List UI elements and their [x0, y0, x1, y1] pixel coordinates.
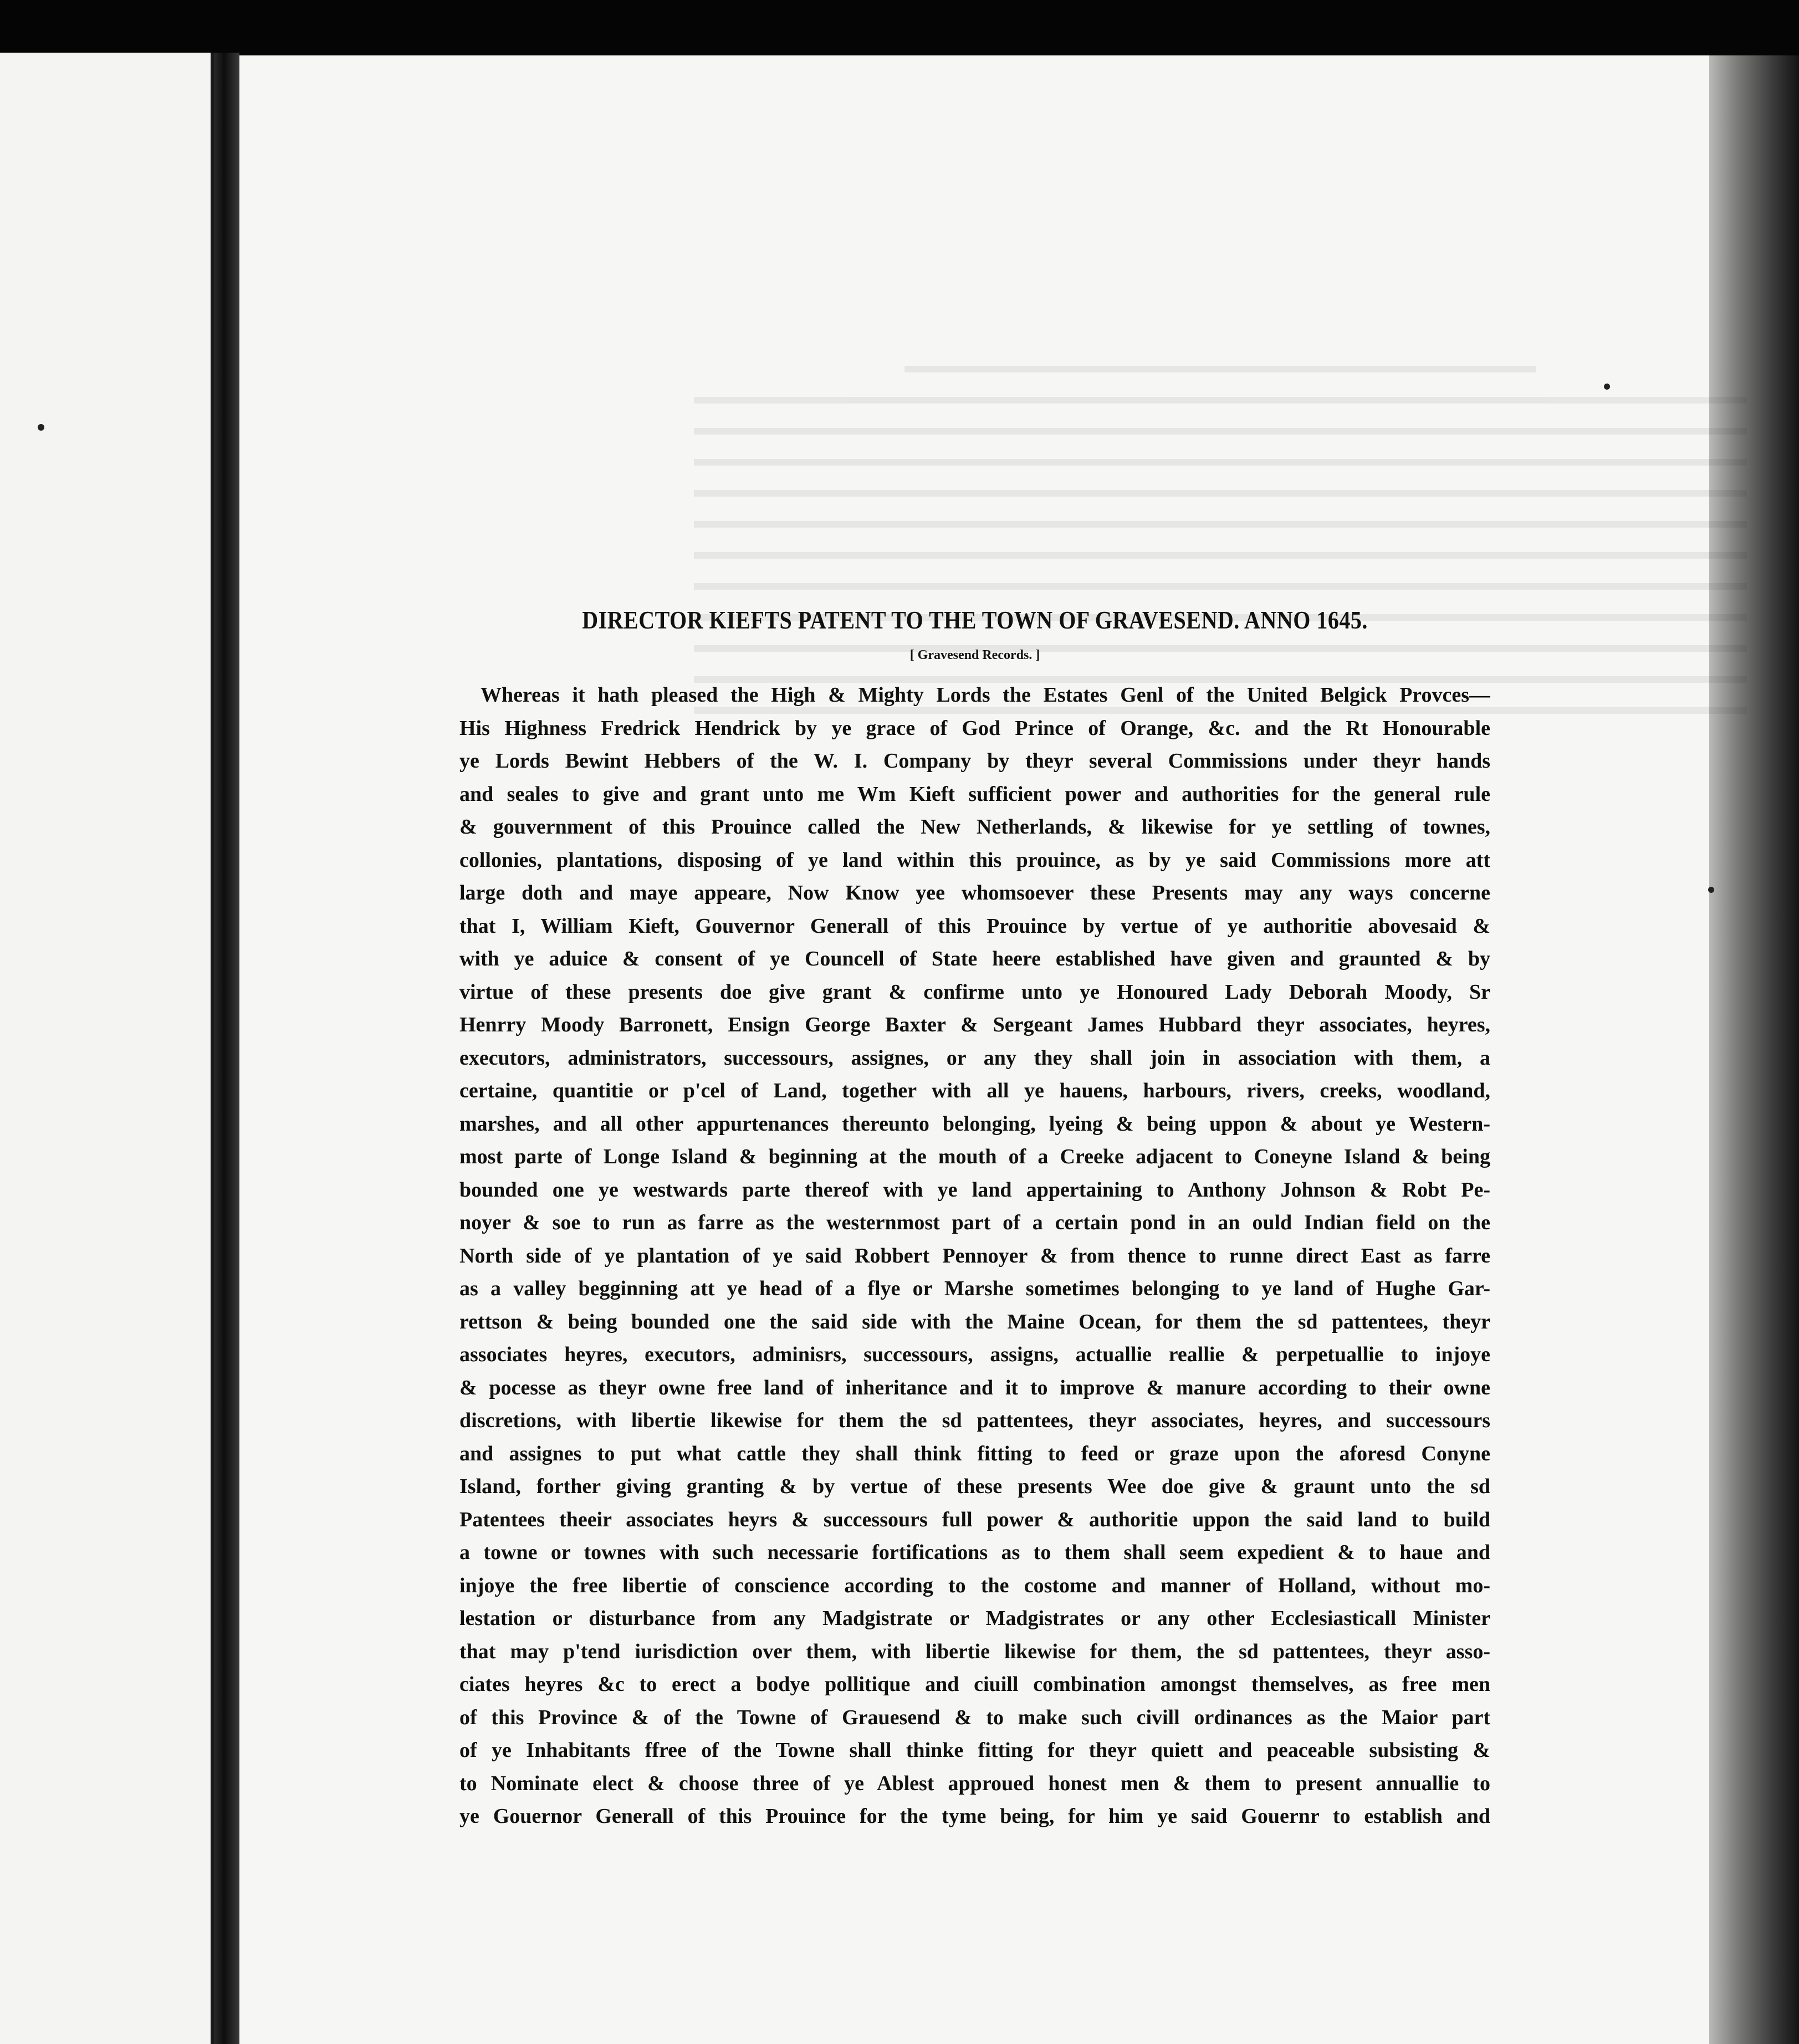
text-line: of ye Inhabitants ffree of the Towne shall thinke fitting for theyr quiett and peaceable subsisting & — [459, 1739, 1490, 1762]
body-text — [459, 679, 1490, 1833]
document-source: [ Gravesend Records. ] — [909, 648, 1040, 662]
text-line: to Nominate elect & choose three of ye Ablest approued honest men & them to present annuallie to — [459, 1771, 1490, 1795]
text-line: most parte of Longe Island & beginning at the mouth of a Creeke adjacent to Coneyne Island & being — [459, 1145, 1490, 1168]
text-line: that I, William Kieft, Gouvernor Generall of this Prouince by vertue of ye authoritie abovesaid & — [459, 914, 1490, 938]
speck-mark — [1604, 384, 1610, 390]
text-line: His Highness Fredrick Hendrick by ye grace of God Prince of Orange, &c. and the Rt Honourable — [459, 716, 1490, 740]
text-line: rettson & being bounded one the said side with the Maine Ocean, for them the sd pattentees, theyr — [459, 1310, 1490, 1333]
text-line: associates heyres, executors, adminisrs, successours, assigns, actuallie reallie & perpetuallie to injoye — [459, 1343, 1490, 1366]
text-line: virtue of these presents doe give grant & confirme unto ye Honoured Lady Deborah Moody, Sr — [459, 980, 1490, 1004]
text-line: and assignes to put what cattle they shall think fitting to feed or graze upon the aforesd Conyne — [459, 1442, 1490, 1465]
document-title: DIRECTOR KIEFTS PATENT TO THE TOWN OF GRAVESEND. ANNO 1645. — [582, 605, 1368, 635]
text-line: North side of ye plantation of ye said Robbert Pennoyer & from thence to runne direct East as farre — [459, 1244, 1490, 1268]
text-line: Whereas it hath pleased the High & Mighty Lords the Estates Genl of the United Belgick Provces— — [481, 683, 1490, 707]
text-line: marshes, and all other appurtenances thereunto belonging, lyeing & being uppon & about ye Western- — [459, 1112, 1490, 1136]
text-line: noyer & soe to run as farre as the westernmost part of a certain pond in an ould Indian field on the — [459, 1211, 1490, 1234]
text-line: with ye aduice & consent of ye Councell of State heere established have given and graunted & by — [459, 947, 1490, 970]
text-line: lestation or disturbance from any Madgistrate or Madgistrates or any other Ecclesiasticall Minister — [459, 1607, 1490, 1630]
text-line: ye Gouernor Generall of this Prouince for the tyme being, for him ye said Gouernr to establish and — [459, 1805, 1490, 1828]
speck-mark — [1708, 887, 1714, 893]
text-line: & pocesse as theyr owne free land of inheritance and it to improve & manure according to their owne — [459, 1376, 1490, 1399]
text-line: Henrry Moody Barronett, Ensign George Baxter & Sergeant James Hubbard theyr associates, heyres, — [459, 1013, 1490, 1036]
book-gutter — [214, 53, 239, 2044]
page-edge — [1709, 55, 1799, 2044]
text-line: of this Province & of the Towne of Grauesend & to make such civill ordinances as the Maior part — [459, 1705, 1490, 1729]
text-line: large doth and maye appeare, Now Know yee whomsoever these Presents may any ways concerne — [459, 881, 1490, 905]
text-line: ciates heyres &c to erect a bodye pollitique and ciuill combination amongst themselves, as free men — [459, 1673, 1490, 1696]
text-line: ye Lords Bewint Hebbers of the W. I. Company by theyr several Commissions under theyr hands — [459, 749, 1490, 773]
text-line: and seales to give and grant unto me Wm Kieft sufficient power and authorities for the general rule — [459, 782, 1490, 806]
text-line: collonies, plantations, disposing of ye land within this prouince, as by ye said Commissions more att — [459, 848, 1490, 872]
text-line: that may p'tend iurisdiction over them, with libertie likewise for them, the sd pattentees, theyr asso- — [459, 1639, 1490, 1663]
text-line: bounded one ye westwards parte thereof with ye land appertaining to Anthony Johnson & Robt Pe- — [459, 1178, 1490, 1202]
text-line: injoye the free libertie of conscience according to the costome and manner of Holland, without mo- — [459, 1573, 1490, 1597]
left-page — [0, 53, 214, 2044]
text-line: executors, administrators, successours, assignes, or any they shall join in association with them, a — [459, 1046, 1490, 1070]
document-content — [459, 606, 1490, 1833]
text-line: certaine, quantitie or p'cel of Land, together with all ye hauens, harbours, rivers, creeks, woodland, — [459, 1079, 1490, 1102]
text-line: Patentees theeir associates heyrs & successours full power & authoritie uppon the said land to build — [459, 1508, 1490, 1531]
text-line: & gouvernment of this Prouince called the New Netherlands, & likewise for ye settling of townes, — [459, 815, 1490, 839]
text-line: as a valley begginning att ye head of a flye or Marshe sometimes belonging to ye land of Hughe Gar- — [459, 1277, 1490, 1300]
speck-mark — [38, 424, 44, 431]
right-page — [239, 55, 1709, 2044]
text-line: Island, forther giving granting & by vertue of these presents Wee doe give & graunt unto the sd — [459, 1475, 1490, 1498]
text-line: a towne or townes with such necessarie fortifications as to them shall seem expedient & to haue and — [459, 1541, 1490, 1564]
text-line: discretions, with libertie likewise for them the sd pattentees, theyr associates, heyres, and successours — [459, 1409, 1490, 1432]
